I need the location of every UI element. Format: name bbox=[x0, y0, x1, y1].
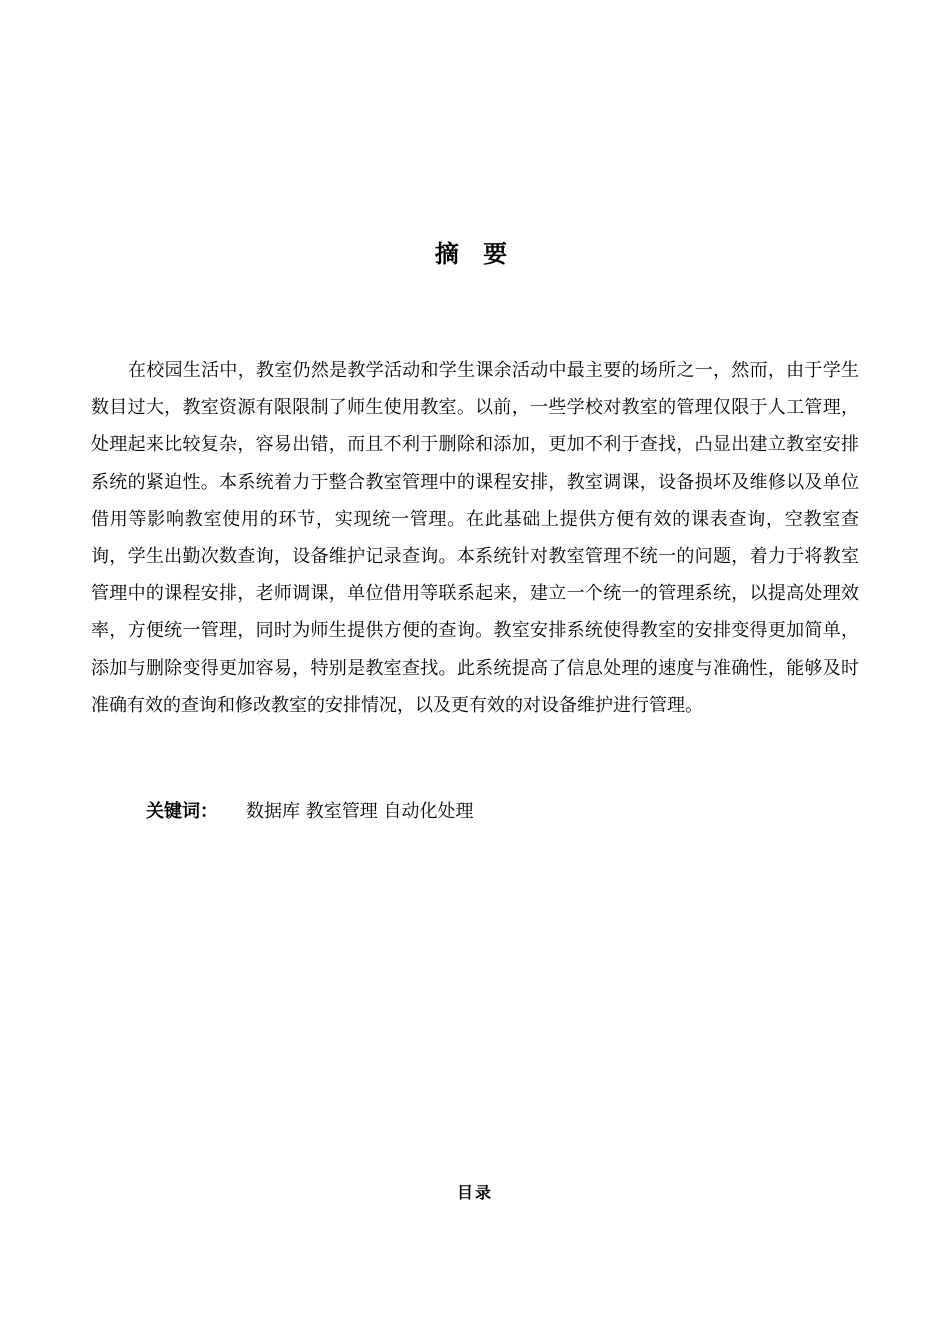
keywords-line bbox=[146, 798, 473, 826]
keywords-value: 数据库 教室管理 自动化处理 bbox=[246, 801, 474, 822]
toc-heading: 目录 bbox=[456, 1183, 493, 1202]
abstract-body: 在校园生活中，教室仍然是教学活动和学生课余活动中最主要的场所之一，然而，由于学生数目过大，教室资源有限限制了师生使用教室。以前，一些学校对教室的管理仅限于人工管理，处理起来比较复杂，容易出错，而且不利于删除和添加，更加不利于查找，凸显出建立教室安排系统的紧迫性。本系统着力于整合教室管理中的课程安排，教室调课，设备损坏及维修以及单位借用等影响教室使用的环节，实现统一管理。在此基础上提供方便有效的课表查询，空教室查询，学生出勤次数查询，设备维护记录查询。本系统针对教室管理不统一的问题，着力于将教室管理中的课程安排，老师调课，单位借用等联系起来，建立一个统一的管理系统，以提高处理效率，方便统一管理，同时为师生提供方便的查询。教室安排系统使得教室的安排变得更加简单，添加与删除变得更加容易，特别是教室查找。此系统提高了信息处理的速度与准确性，能够及时准确有效的查询和修改教室的安排情况，以及更有效的对设备维护进行管理。 bbox=[91, 360, 859, 716]
keywords-label: 关键词： bbox=[146, 801, 218, 822]
abstract-title: 摘 要 bbox=[434, 240, 516, 268]
